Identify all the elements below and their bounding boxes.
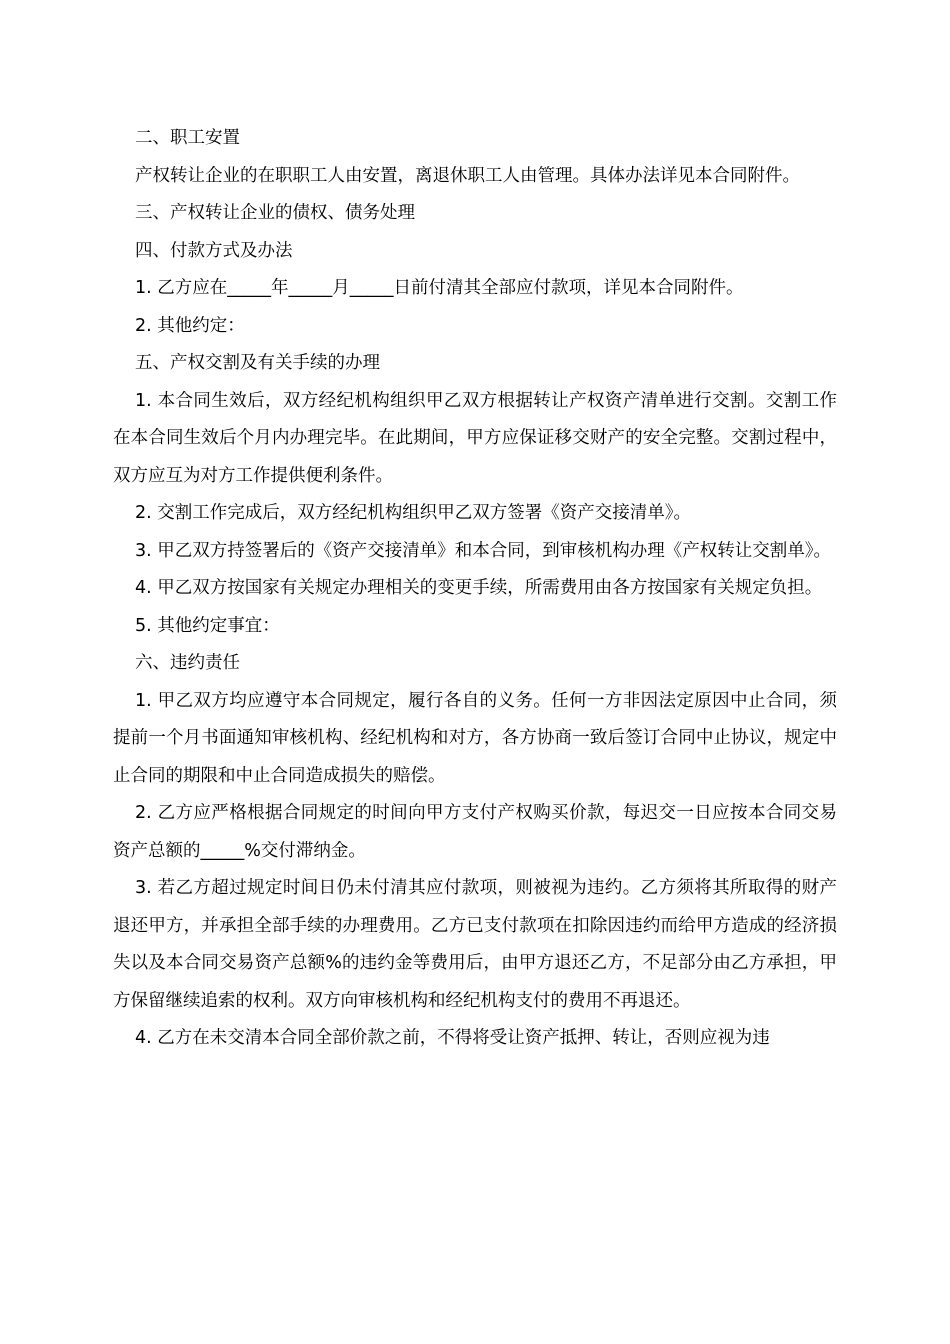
paragraph-staff-placement: 产权转让企业的在职职工人由安置，离退休职工人由管理。具体办法详见本合同附件。: [135, 165, 800, 186]
clause-breach-1: 1. 甲乙双方均应遵守本合同规定，履行各自的义务。任何一方非因法定原因中止合同，须提前一个月书面通知审核机构、经纪机构和对方，各方协商一致后签订合同中止协议，规定中止合同的期限和中止合同造成损失的赔偿。: [113, 690, 837, 786]
heading-handover-procedures: 五、产权交割及有关手续的办理: [135, 353, 380, 373]
heading-breach-liability: 六、违约责任: [135, 653, 240, 673]
heading-payment-method: 四、付款方式及办法: [135, 240, 293, 261]
heading-debt-handling: 三、产权转让企业的债权、债务处理: [135, 203, 415, 223]
clause-handover-4: 4. 甲乙双方按国家有关规定办理相关的变更手续，所需费用由各方按国家有关规定负担。: [135, 578, 823, 598]
heading-staff-placement: 二、职工安置: [135, 128, 240, 148]
clause-payment-1: 1. 乙方应在_____年_____月_____日前付清其全部应付款项，详见本合同附件。: [135, 278, 744, 298]
clause-breach-2: 2. 乙方应严格根据合同规定的时间向甲方支付产权购买价款，每迟交一日应按本合同交易资产总额的_____%交付滞纳金。: [113, 803, 837, 861]
clause-breach-4: 4. 乙方在未交清本合同全部价款之前，不得将受让资产抵押、转让，否则应视为违: [135, 1028, 770, 1048]
clause-handover-3: 3. 甲乙双方持签署后的《资产交接清单》和本合同，到审核机构办理《产权转让交割单》。: [135, 540, 832, 561]
clause-handover-1: 1. 本合同生效后，双方经纪机构组织甲乙双方根据转让产权资产清单进行交割。交割工作在本合同生效后个月内办理完毕。在此期间，甲方应保证移交财产的安全完整。交割过程中，双方应互为对方工作提供便利条件。: [113, 390, 837, 486]
document-body: [113, 120, 837, 1058]
clause-breach-3: 3. 若乙方超过规定时间日仍未付清其应付款项，则被视为违约。乙方须将其所取得的财产退还甲方，并承担全部手续的办理费用。乙方已支付款项在扣除因违约而给甲方造成的经济损失以及本合同交易资产总额%的违约金等费用后，由甲方退还乙方，不足部分由乙方承担，甲方保留继续追索的权利。双方向审核机构和经纪机构支付的费用不再退还。: [113, 878, 837, 1011]
clause-handover-2: 2. 交割工作完成后，双方经纪机构组织甲乙双方签署《资产交接清单》。: [135, 503, 692, 523]
clause-handover-5: 5. 其他约定事宜：: [135, 615, 280, 636]
clause-payment-2: 2. 其他约定：: [135, 315, 245, 336]
